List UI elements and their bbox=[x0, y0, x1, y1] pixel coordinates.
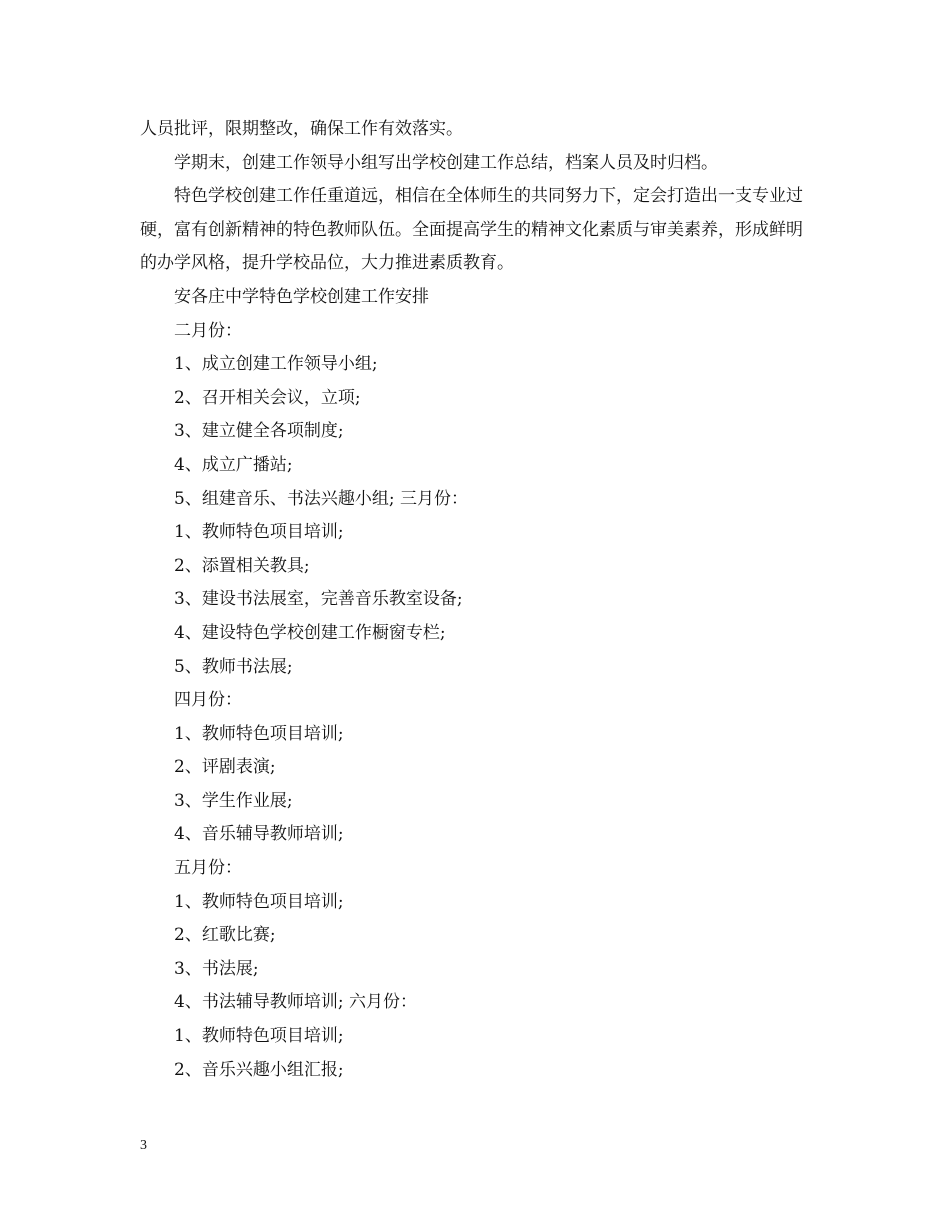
document-body bbox=[140, 113, 812, 1087]
month-heading: 五月份： bbox=[174, 858, 242, 879]
list-item: 2、召开相关会议，立项; bbox=[174, 387, 361, 408]
list-item: 4、音乐辅导教师培训; bbox=[174, 824, 344, 845]
list-item: 1、教师特色项目培训; bbox=[174, 723, 344, 744]
list-item: 4、成立广播站; bbox=[174, 454, 293, 475]
list-item: 3、建立健全各项制度; bbox=[174, 421, 344, 442]
list-item: 2、音乐兴趣小组汇报; bbox=[174, 1059, 344, 1080]
list-item: 1、教师特色项目培训; bbox=[174, 1026, 344, 1047]
month-heading: 四月份： bbox=[174, 690, 242, 711]
list-item: 4、建设特色学校创建工作橱窗专栏; bbox=[174, 622, 446, 643]
list-item: 3、学生作业展; bbox=[174, 790, 293, 811]
list-item: 3、建设书法展室，完善音乐教室设备; bbox=[174, 589, 463, 610]
section-title: 安各庄中学特色学校创建工作安排 bbox=[174, 286, 429, 307]
page-number: 3 bbox=[140, 1138, 147, 1153]
list-item: 1、教师特色项目培训; bbox=[174, 522, 344, 543]
list-item: 2、添置相关教具; bbox=[174, 555, 310, 576]
body-paragraph: 人员批评，限期整改，确保工作有效落实。 bbox=[140, 119, 463, 139]
list-item: 4、书法辅导教师培训; 六月份： bbox=[174, 992, 417, 1013]
body-paragraph: 特色学校创建工作任重道远，相信在全体师生的共同努力下，定会打造出一支专业过硬，富有创新精神的特色教师队伍。全面提高学生的精神文化素质与审美素养，形成鲜明的办学风格，提升学校品位，大力推进素质教育。 bbox=[140, 186, 803, 274]
list-item: 2、评剧表演; bbox=[174, 757, 276, 778]
list-item: 1、教师特色项目培训; bbox=[174, 891, 344, 912]
list-item: 3、书法展; bbox=[174, 958, 259, 979]
list-item: 5、组建音乐、书法兴趣小组; 三月份： bbox=[174, 488, 468, 509]
list-item: 5、教师书法展; bbox=[174, 656, 293, 677]
list-item: 2、红歌比赛; bbox=[174, 925, 276, 946]
month-heading: 二月份： bbox=[174, 320, 242, 341]
body-paragraph: 学期末，创建工作领导小组写出学校创建工作总结，档案人员及时归档。 bbox=[174, 152, 718, 173]
list-item: 1、成立创建工作领导小组; bbox=[174, 354, 378, 375]
